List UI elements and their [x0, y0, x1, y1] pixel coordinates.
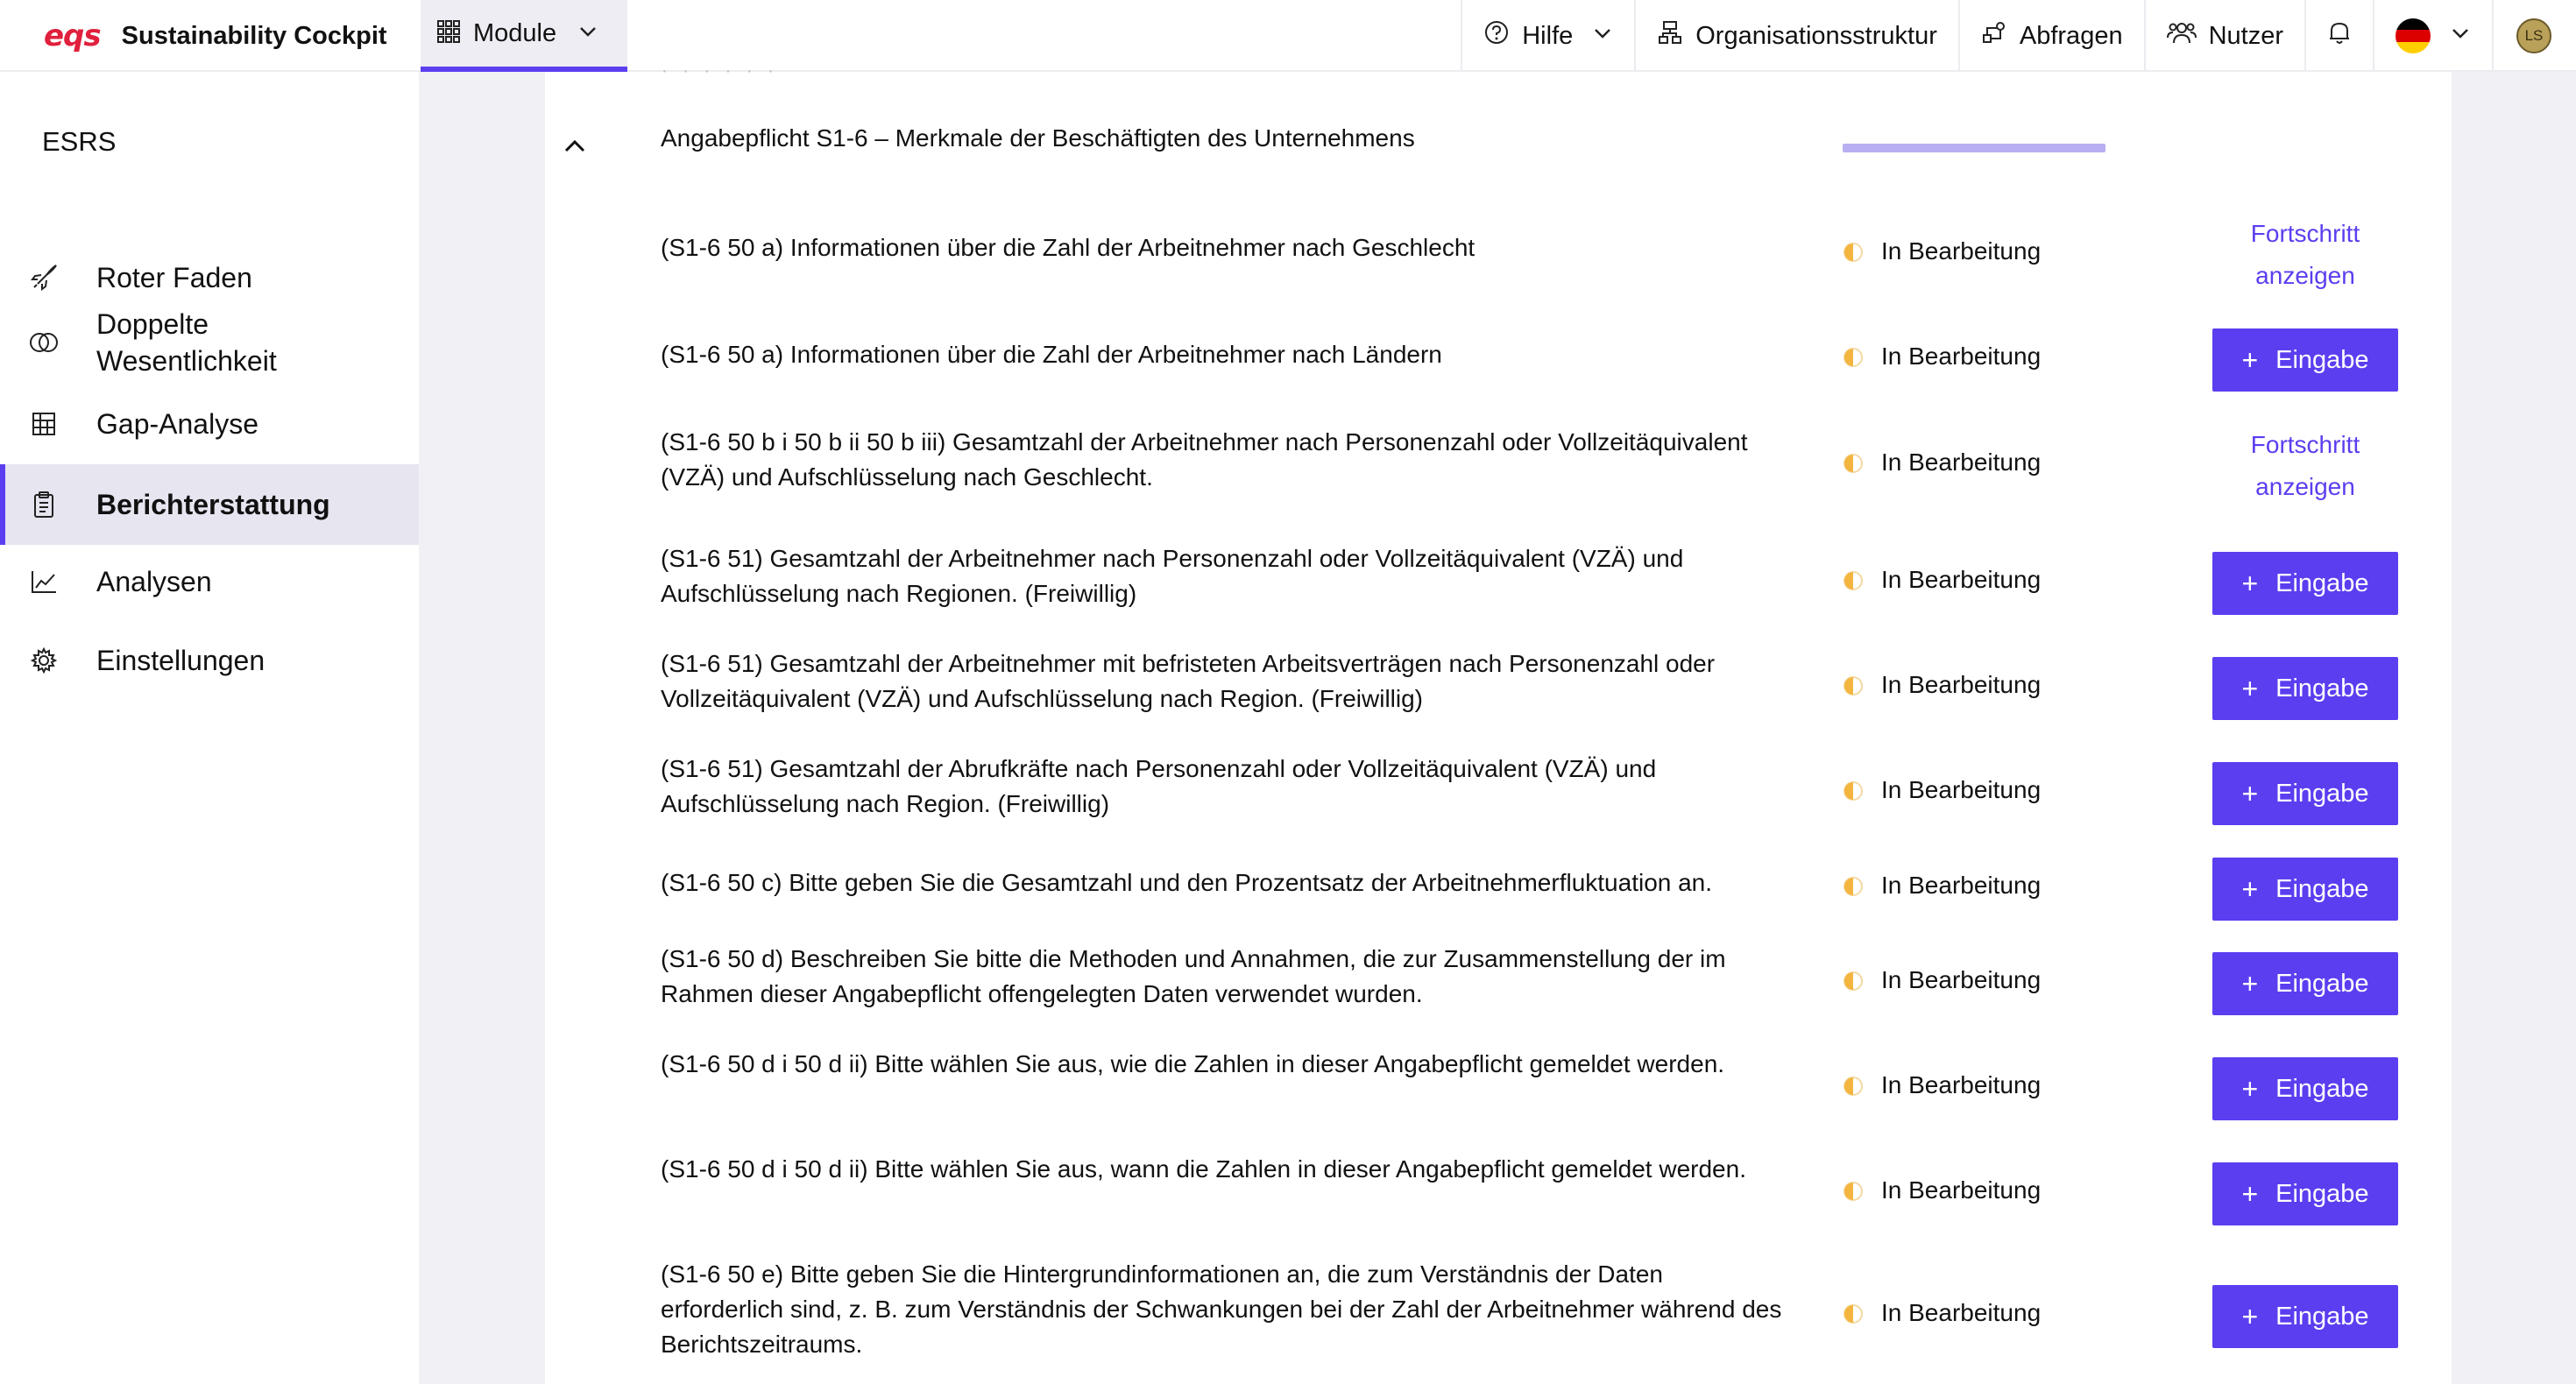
users-link[interactable] — [2144, 0, 2304, 72]
chevron-up-icon — [559, 152, 591, 166]
help-label: Hilfe — [1522, 21, 1574, 50]
disclosure-row-text: (S1-6 51) Gesamtzahl der Arbeitnehmer mit befristeten Arbeitsverträgen nach Personenzahl oder Vollzeitäquivalent (VZÄ) und Aufschlüsselung nach Region. (Freiwillig) — [661, 650, 1716, 712]
chevron-down-icon — [577, 21, 598, 46]
collapse-section-button[interactable] — [559, 131, 591, 163]
sidebar-item-label: Berichterstattung — [96, 489, 330, 520]
clipboard-icon — [28, 489, 60, 520]
half-circle-status-icon — [1843, 1075, 1864, 1096]
status-badge — [1843, 1299, 2041, 1327]
disclosure-row-text: (S1-6 50 b i 50 b ii 50 b iii) Gesamtzahl der Arbeitnehmer nach Personenzahl oder Vollzeitäquivalent (VZÄ) und Aufschlüsselung nach Geschlecht. — [661, 428, 1748, 491]
sidebar-item-doppelte-wesentlichkeit[interactable] — [0, 288, 419, 397]
eingabe-button[interactable] — [2212, 328, 2398, 392]
disclosure-row-text: (S1-6 51) Gesamtzahl der Arbeitnehmer nach Personenzahl oder Vollzeitäquivalent (VZÄ) und Aufschlüsselung nach Regionen. (Freiwillig) — [661, 545, 1684, 607]
link-line-2: anzeigen — [2255, 473, 2355, 500]
eingabe-button[interactable] — [2212, 952, 2398, 1015]
grid-icon — [436, 19, 461, 48]
status-badge — [1843, 342, 2041, 371]
brand[interactable] — [44, 0, 387, 72]
content-card — [545, 72, 2452, 1384]
sidebar — [0, 72, 419, 1384]
org-structure-link[interactable] — [1634, 0, 1958, 72]
disclosure-row-text: (S1-6 51) Gesamtzahl der Abrufkräfte nach Personenzahl oder Vollzeitäquivalent (VZÄ) und Aufschlüsselung nach Region. (Freiwillig) — [661, 755, 1657, 817]
plus-icon: + — [2241, 967, 2259, 999]
eingabe-label: Eingabe — [2275, 1074, 2369, 1103]
link-line-1: Fortschritt — [2250, 220, 2360, 247]
disclosure-row-text: (S1-6 50 e) Bitte geben Sie die Hintergrundinformationen an, die zum Verständnis der Daten erforderlich sind, z. B. zum Verständnis der Schwankungen bei der Zahl der Arbeitnehmer während des Berichtszeitraums. — [661, 1260, 1782, 1358]
scroll-remnant-dots: · · · · · · — [662, 61, 779, 81]
module-label: Module — [473, 18, 557, 47]
eingabe-button[interactable] — [2212, 1162, 2398, 1225]
bell-icon — [2327, 19, 2352, 53]
show-progress-link[interactable] — [2212, 424, 2398, 508]
status-badge — [1843, 872, 2041, 900]
sidebar-item-label: Doppelte Wesentlichkeit — [96, 308, 277, 377]
user-menu[interactable] — [2492, 0, 2576, 72]
plus-icon: + — [2241, 343, 2259, 376]
org-structure-label: Organisationsstruktur — [1695, 21, 1937, 50]
grid-table-icon — [28, 408, 60, 440]
status-label: In Bearbeitung — [1881, 776, 2042, 803]
plus-icon: + — [2241, 777, 2259, 809]
section-title: Angabepflicht S1-6 – Merkmale der Beschäftigten des Unternehmens — [661, 124, 1415, 152]
top-header — [0, 0, 2576, 72]
circles-icon — [28, 327, 60, 358]
status-badge — [1843, 1176, 2041, 1204]
question-icon — [1483, 19, 1510, 53]
disclosure-row-text: (S1-6 50 a) Informationen über die Zahl der Arbeitnehmer nach Ländern — [661, 341, 1442, 368]
plus-icon: + — [2241, 567, 2259, 599]
status-label: In Bearbeitung — [1881, 237, 2042, 265]
org-chart-icon — [1657, 19, 1683, 53]
chevron-down-icon — [1592, 22, 1613, 51]
german-flag-icon — [2396, 18, 2431, 53]
link-line-2: anzeigen — [2255, 262, 2355, 289]
chart-icon — [28, 566, 60, 597]
eingabe-label: Eingabe — [2275, 874, 2369, 903]
eingabe-label: Eingabe — [2275, 1179, 2369, 1208]
eingabe-label: Eingabe — [2275, 779, 2369, 808]
half-circle-status-icon — [1843, 1303, 1864, 1324]
app-title: Sustainability Cockpit — [121, 21, 387, 50]
half-circle-status-icon — [1843, 452, 1864, 473]
module-menu-button[interactable] — [421, 0, 627, 72]
sidebar-item-label: Analysen — [96, 566, 212, 597]
half-circle-status-icon — [1843, 346, 1864, 367]
plus-icon: + — [2241, 1300, 2259, 1332]
eingabe-label: Eingabe — [2275, 674, 2369, 703]
help-menu[interactable] — [1461, 0, 1634, 72]
status-label: In Bearbeitung — [1881, 966, 2042, 993]
gear-icon — [28, 645, 60, 676]
requests-label: Abfragen — [2019, 21, 2123, 50]
users-icon — [2167, 19, 2197, 53]
sidebar-item-gap-analyse[interactable] — [0, 398, 419, 450]
eingabe-button[interactable] — [2212, 552, 2398, 615]
status-label: In Bearbeitung — [1881, 872, 2042, 899]
sidebar-item-berichterstattung[interactable] — [0, 464, 419, 545]
sidebar-item-analysen[interactable] — [0, 555, 419, 608]
disclosure-row-text: (S1-6 50 d i 50 d ii) Bitte wählen Sie aus, wie die Zahlen in dieser Angabepflicht gemeldet werden. — [661, 1050, 1725, 1077]
section-progress-bar — [1843, 144, 2105, 152]
plus-icon: + — [2241, 672, 2259, 704]
status-badge — [1843, 448, 2041, 477]
eqs-logo: eqs — [44, 18, 101, 53]
chevron-down-icon — [2450, 22, 2471, 51]
sidebar-item-label: Einstellungen — [96, 645, 265, 676]
disclosure-row-text: (S1-6 50 d) Beschreiben Sie bitte die Methoden und Annahmen, die zur Zusammenstellung der im Rahmen dieser Angabepflicht offengelegten Daten verwendet wurden. — [661, 945, 1726, 1007]
status-badge — [1843, 1071, 2041, 1099]
link-line-1: Fortschritt — [2250, 431, 2360, 458]
eingabe-button[interactable] — [2212, 762, 2398, 825]
requests-link[interactable] — [1958, 0, 2144, 72]
status-badge — [1843, 966, 2041, 994]
status-label: In Bearbeitung — [1881, 448, 2042, 476]
half-circle-status-icon — [1843, 1180, 1864, 1201]
notifications-button[interactable] — [2304, 0, 2373, 72]
status-badge — [1843, 566, 2041, 594]
status-badge — [1843, 237, 2041, 265]
half-circle-status-icon — [1843, 780, 1864, 801]
half-circle-status-icon — [1843, 569, 1864, 590]
plus-icon: + — [2241, 1177, 2259, 1210]
eingabe-label: Eingabe — [2275, 1302, 2369, 1331]
status-badge — [1843, 776, 2041, 804]
eingabe-label: Eingabe — [2275, 345, 2369, 374]
eingabe-label: Eingabe — [2275, 568, 2369, 597]
sidebar-item-label: Gap-Analyse — [96, 408, 258, 440]
eingabe-button[interactable] — [2212, 1285, 2398, 1348]
disclosure-row-text: (S1-6 50 c) Bitte geben Sie die Gesamtzahl und den Prozentsatz der Arbeitnehmerfluktuation an. — [661, 869, 1713, 896]
show-progress-link[interactable] — [2212, 213, 2398, 297]
plus-icon: + — [2241, 872, 2259, 905]
status-label: In Bearbeitung — [1881, 342, 2042, 370]
status-label: In Bearbeitung — [1881, 1071, 2042, 1098]
status-label: In Bearbeitung — [1881, 1176, 2042, 1204]
sidebar-heading: ESRS — [42, 126, 117, 157]
sidebar-item-label: Roter Faden — [96, 262, 252, 293]
eingabe-button[interactable] — [2212, 1057, 2398, 1120]
eingabe-button[interactable] — [2212, 858, 2398, 921]
eingabe-label: Eingabe — [2275, 969, 2369, 998]
status-label: In Bearbeitung — [1881, 566, 2042, 593]
plus-icon: + — [2241, 1072, 2259, 1105]
header-nav — [1461, 0, 2576, 72]
sidebar-item-einstellungen[interactable] — [0, 634, 419, 687]
eingabe-button[interactable] — [2212, 657, 2398, 720]
disclosure-row-text: (S1-6 50 d i 50 d ii) Bitte wählen Sie aus, wann die Zahlen in dieser Angabepflicht gemeldet werden. — [661, 1155, 1746, 1183]
users-label: Nutzer — [2208, 21, 2283, 50]
half-circle-status-icon — [1843, 970, 1864, 991]
status-badge — [1843, 671, 2041, 699]
avatar: LS — [2516, 18, 2551, 53]
disclosure-row-text: (S1-6 50 a) Informationen über die Zahl der Arbeitnehmer nach Geschlecht — [661, 234, 1476, 261]
half-circle-status-icon — [1843, 674, 1864, 696]
requests-icon — [1981, 19, 2007, 53]
status-label: In Bearbeitung — [1881, 1299, 2042, 1326]
half-circle-status-icon — [1843, 875, 1864, 896]
language-selector[interactable] — [2373, 0, 2492, 72]
status-label: In Bearbeitung — [1881, 671, 2042, 698]
half-circle-status-icon — [1843, 241, 1864, 262]
